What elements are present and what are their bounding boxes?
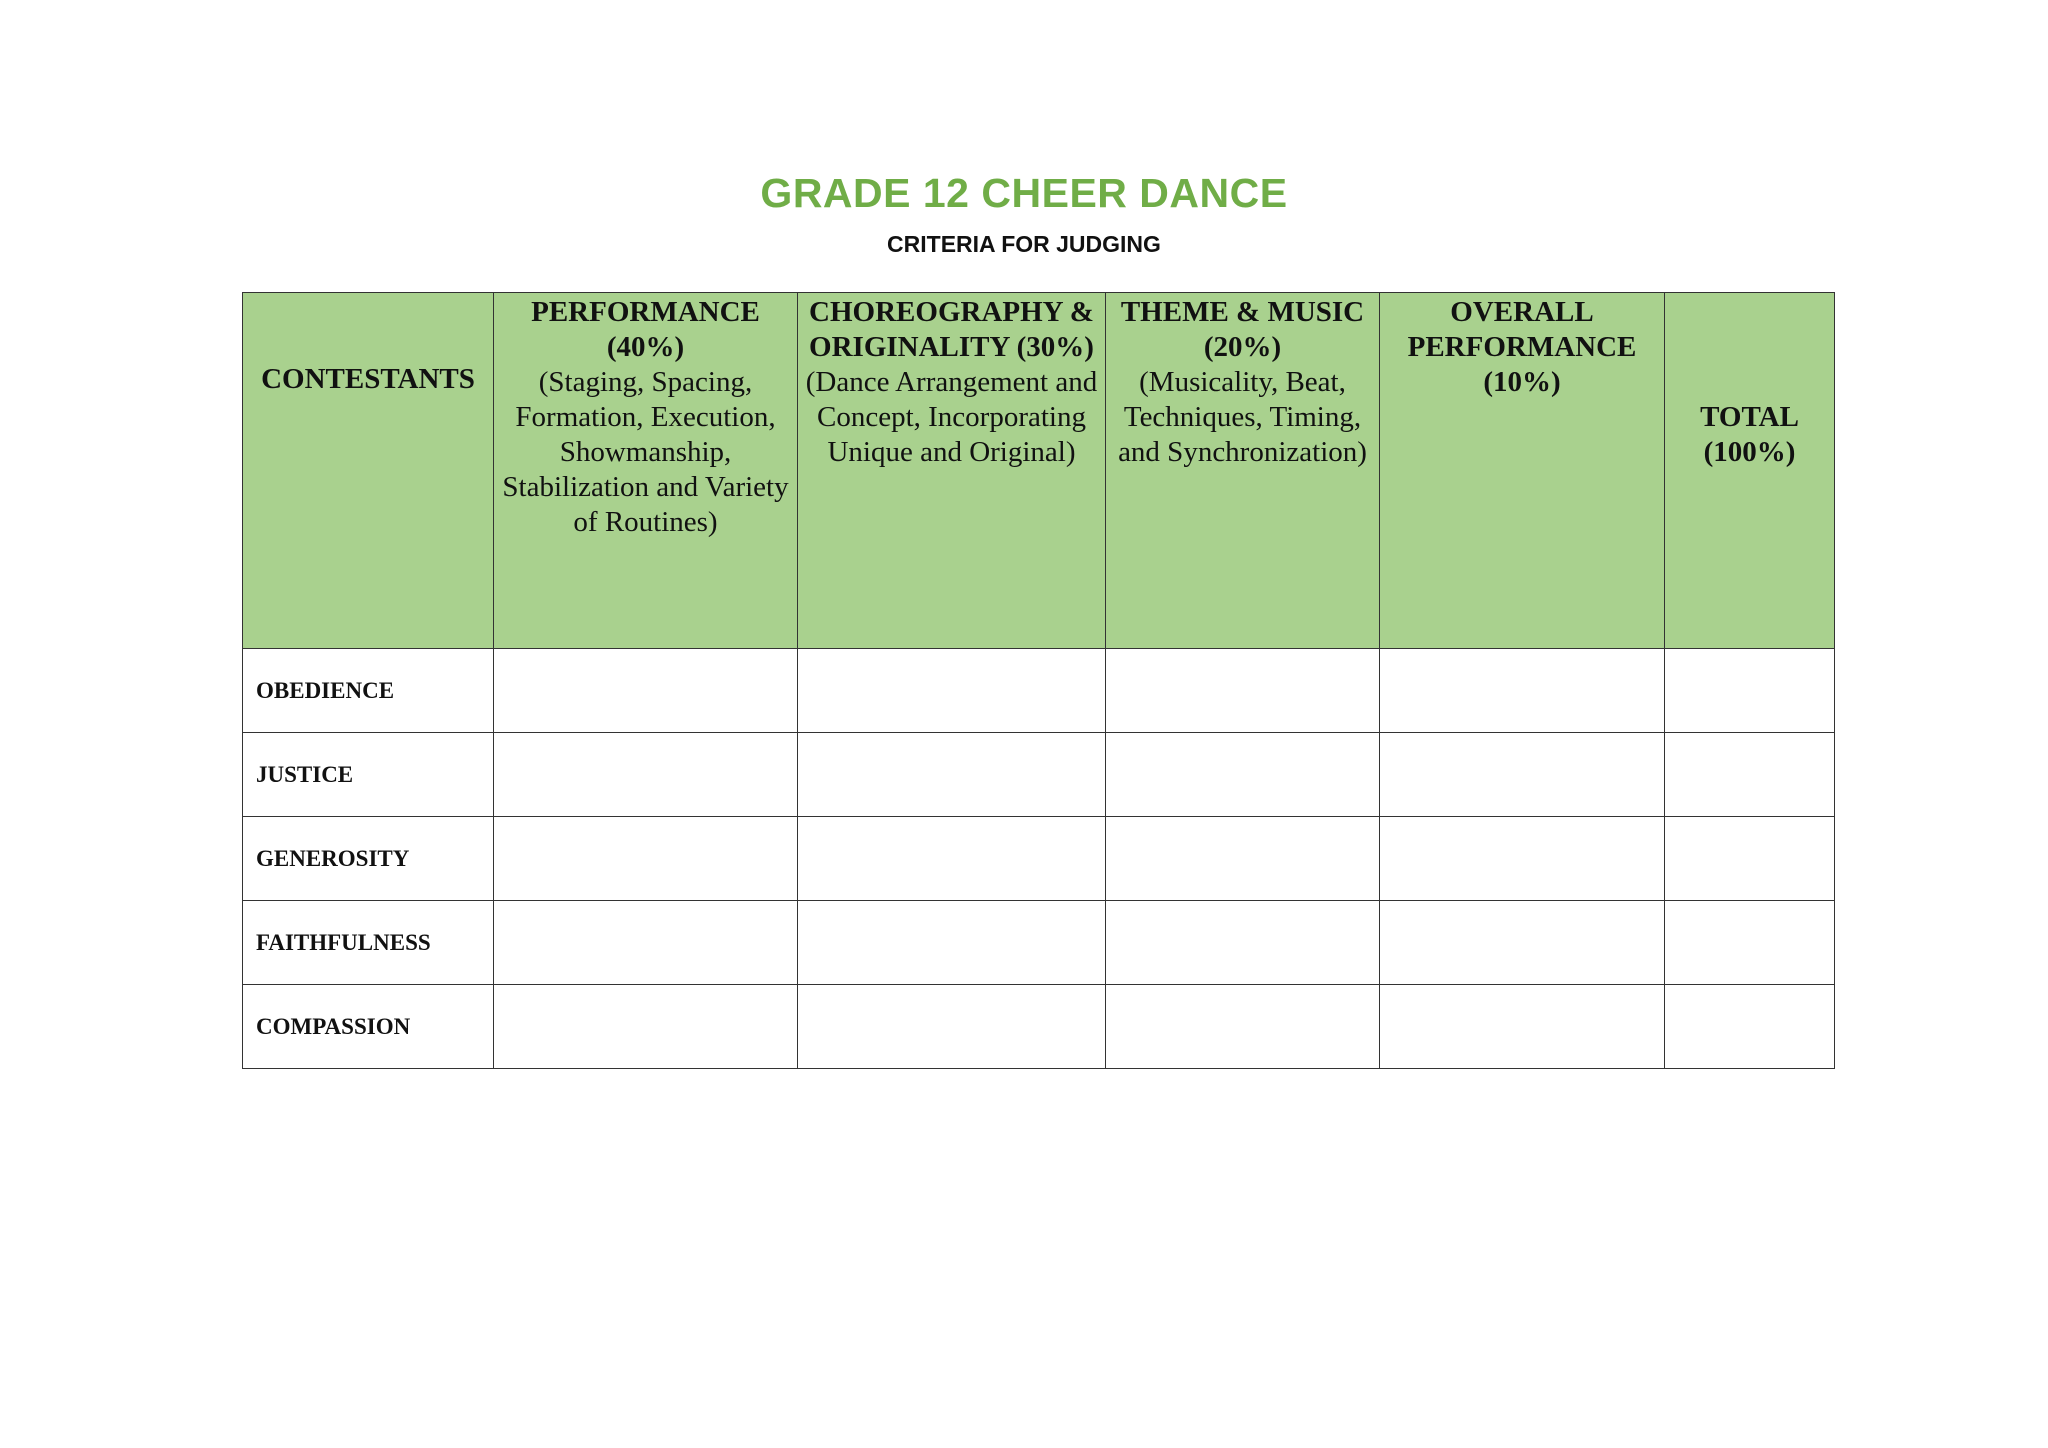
column-title: CHOREOGRAPHY & ORIGINALITY (30%) [809,296,1094,363]
column-header-choreography [798,293,1106,649]
table-row [243,817,1835,901]
contestant-name: JUSTICE [243,733,494,817]
table-row [243,985,1835,1069]
score-cell[interactable] [494,985,798,1069]
column-header-overall-performance [1380,293,1665,649]
score-cell[interactable] [1106,649,1380,733]
total-cell[interactable] [1665,901,1835,985]
table-row [243,649,1835,733]
column-header-performance [494,293,798,649]
column-title: OVERALL PERFORMANCE (10%) [1407,296,1637,398]
score-cell[interactable] [798,901,1106,985]
score-cell[interactable] [494,733,798,817]
score-cell[interactable] [1106,817,1380,901]
column-title: THEME & MUSIC (20%) [1120,296,1365,363]
column-title: TOTAL (100%) [1700,401,1799,468]
column-detail: (Musicality, Beat, Techniques, Timing, and Synchronization) [1118,366,1367,468]
contestant-name: FAITHFULNESS [243,901,494,985]
column-header-contestants [243,293,494,649]
score-cell[interactable] [1380,985,1665,1069]
score-cell[interactable] [1106,733,1380,817]
table-row [243,733,1835,817]
score-cell[interactable] [1380,817,1665,901]
document-title: GRADE 12 CHEER DANCE [760,170,1288,216]
score-cell[interactable] [1380,649,1665,733]
score-cell[interactable] [1106,901,1380,985]
table-body [243,649,1835,1069]
score-cell[interactable] [798,733,1106,817]
contestant-name: COMPASSION [243,985,494,1069]
document-subtitle: CRITERIA FOR JUDGING [887,231,1161,257]
column-header-total [1665,293,1835,649]
score-cell[interactable] [798,985,1106,1069]
column-title: PERFORMANCE (40%) [531,296,760,363]
score-cell[interactable] [798,649,1106,733]
total-cell[interactable] [1665,817,1835,901]
column-detail: (Staging, Spacing, Formation, Execution, Showmanship, Stabilization and Variety of Routines) [502,366,789,538]
table-row [243,901,1835,985]
score-cell[interactable] [1380,901,1665,985]
score-cell[interactable] [494,901,798,985]
total-cell[interactable] [1665,649,1835,733]
judging-criteria-table [242,292,1835,1069]
total-cell[interactable] [1665,985,1835,1069]
contestant-name: GENEROSITY [243,817,494,901]
score-cell[interactable] [798,817,1106,901]
score-cell[interactable] [1380,733,1665,817]
column-detail: (Dance Arrangement and Concept, Incorporating Unique and Original) [805,366,1098,468]
score-cell[interactable] [494,649,798,733]
header-row [243,293,1835,649]
contestant-name: OBEDIENCE [243,649,494,733]
column-header-theme-music [1106,293,1380,649]
total-cell[interactable] [1665,733,1835,817]
score-cell[interactable] [1106,985,1380,1069]
column-title: CONTESTANTS [261,363,475,395]
table-header [243,293,1835,649]
score-cell[interactable] [494,817,798,901]
